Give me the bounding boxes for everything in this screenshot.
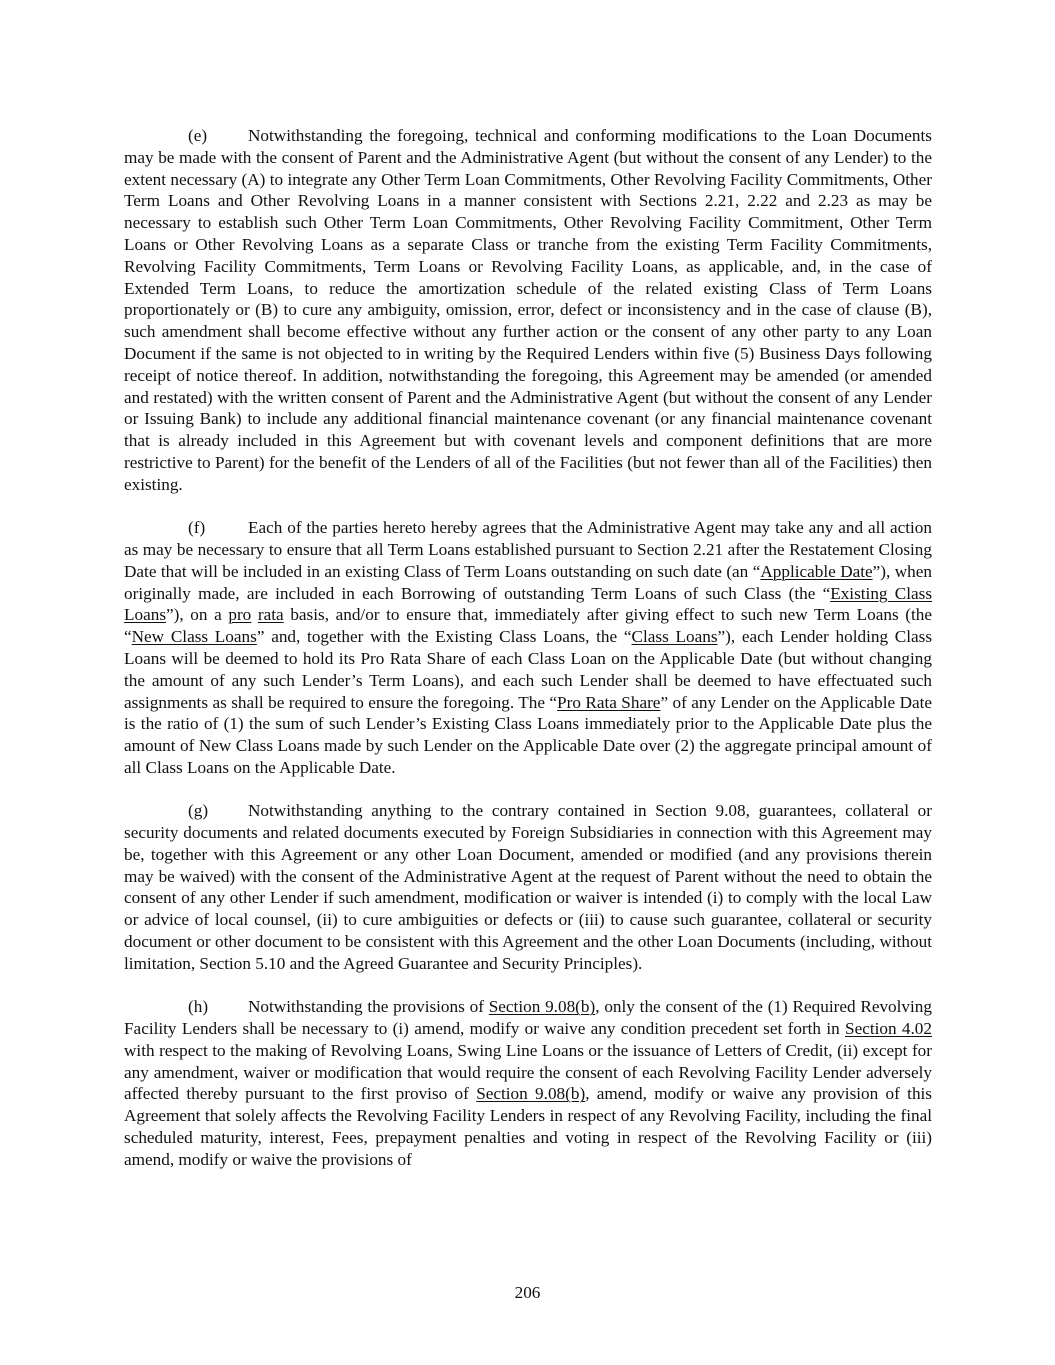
paragraph-f [124, 517, 932, 779]
paragraph-g-text: Notwithstanding anything to the contrary contained in Section 9.08, guarantees, collateral or security documents and related documents executed by Foreign Subsidiaries in connection with this Agreement may be, together with this Agreement or any other Loan Document, amended or modified (and any provisions therein may be waived) with the consent of the Administrative Agent at the request of Parent without the need to obtain the consent of any other Lender if such amendment, modification or waiver is intended (i) to comply with the local Law or advice of local counsel, (ii) to cure ambiguities or defects or (iii) to cause such guarantee, collateral or security document or other document to be consistent with this Agreement and the other Loan Documents (including, without limitation, Section 5.10 and the Agreed Guarantee and Security Principles). [124, 801, 932, 973]
defined-term-pro-rata-share: Pro Rata Share [557, 692, 661, 712]
paragraph-f-text: ”), on a [166, 605, 229, 625]
paragraph-label-h: (h) [188, 997, 209, 1017]
paragraph-h-text: with respect to the making of Revolving Loans, Swing Line Loans or the issuance of Letters of Credit, (ii) except for any amendment, waiver or modification that would require the consent of each Revolving Facility Lender adversely affected thereby pursuant to the first proviso of [124, 1040, 932, 1104]
paragraph-e-text: Notwithstanding the foregoing, technical and conforming modifications to the Loan Documents may be made with the consent of Parent and the Administrative Agent (but without the consent of any Lender) to the extent necessary (A) to integrate any Other Term Loan Commitments, Other Revolving Facility Commitments, Other Term Loans and Other Revolving Loans in a manner consistent with Sections 2.21, 2.22 and 2.23 as may be necessary to establish such Other Term Loan Commitments, Other Revolving Facility Commitment, Other Term Loans or Other Revolving Loans as a separate Class or tranche from the existing Term Facility Commitments, Revolving Facility Commitments, Term Loans or Revolving Facility Loans, as applicable, and, in the case of Extended Term Loans, to reduce the amortization schedule of the related existing Class of Term Loans proportionately or (B) to cure any ambiguity, omission, error, defect or inconsistency and in the case of clause (B), such amendment shall become effective without any further action or the consent of any other party to any Loan Document if the same is not objected to in writing by the Required Lenders within five (5) Business Days following receipt of notice thereof. In addition, notwithstanding the foregoing, this Agreement may be amended (or amended and restated) with the written consent of Parent and the Administrative Agent (but without the consent of any Lender or Issuing Bank) to include any additional financial maintenance covenant (or any financial maintenance covenant that is already included in this Agreement but with covenant levels and component definitions that are more restrictive to Parent) for the benefit of the Lenders of all of the Facilities (but not fewer than all of the Facilities) then existing. [124, 126, 932, 494]
defined-term-new-class-loans: New Class Loans [131, 627, 257, 647]
defined-term-existing-class-loans: Existing Class Loans [124, 583, 933, 625]
paragraph-h-text: Notwithstanding the provisions of [248, 997, 489, 1017]
paragraph-label-e: (e) [188, 126, 208, 145]
paragraph-f-text: basis, and/or to ensure that, immediately after giving effect to such new Term Loans (the “ [124, 605, 933, 647]
paragraph-label-g: (g) [188, 801, 209, 821]
defined-term-applicable-date: Applicable Date [760, 561, 873, 581]
page-number: 206 [514, 1283, 541, 1302]
paragraph-h [124, 996, 932, 1170]
paragraph-f-text [251, 605, 258, 624]
defined-term-class-loans: Class Loans [631, 627, 718, 647]
paragraph-f-text: ” and, together with the Existing Class Loans, the “ [256, 627, 632, 647]
paragraph-f-text: Each of the parties hereto hereby agrees that the Administrative Agent may take any and all action as may be necessary to ensure that all Term Loans established pursuant to Section 2.21 after the Restatement Closing Date that will be included in an existing Class of Term Loans outstanding on such date (an “ [124, 518, 932, 581]
paragraph-f-text: ” of any Lender on the Applicable Date is the ratio of (1) the sum of such Lender’s Existing Class Loans immediately prior to the Applicable Date plus the amount of New Class Loans made by such Lender on the Applicable Date over (2) the aggregate principal amount of all Class Loans on the Applicable Date. [124, 692, 933, 777]
section-reference-9-08b: Section 9.08(b) [476, 1084, 586, 1104]
section-reference-4-02: Section 4.02 [845, 1019, 932, 1039]
paragraph-h-text: , amend, modify or waive any provision of this Agreement that solely affects the Revolving Facility Lenders in respect of any Revolving Facility, including the final scheduled maturity, interest, Fees, prepayment penalties and voting in respect of the Revolving Facility or (iii) amend, modify or waive the provisions of [124, 1084, 932, 1169]
paragraph-f-text: ”), each Lender holding Class Loans will be deemed to hold its Pro Rata Share of each Class Loan on the Applicable Date (but without changing the amount of any such Lender’s Term Loans), and each such Lender shall be deemed to have effectuated such assignments as shall be required to ensure the foregoing. The “ [124, 627, 933, 712]
paragraph-e [124, 125, 932, 496]
term-rata: rata [257, 605, 284, 625]
paragraph-f-text: ”), when originally made, are included in each Borrowing of outstanding Term Loans of such Class (the “ [124, 561, 932, 603]
paragraph-h-text: , only the consent of the (1) Required Revolving Facility Lenders shall be necessary to (i) amend, modify or waive any condition precedent set forth in [124, 997, 932, 1039]
document-body [124, 125, 932, 1192]
paragraph-label-f: (f) [188, 518, 206, 538]
section-reference-9-08b: Section 9.08(b) [488, 997, 596, 1017]
paragraph-g [124, 800, 932, 974]
term-pro: pro [228, 605, 252, 625]
